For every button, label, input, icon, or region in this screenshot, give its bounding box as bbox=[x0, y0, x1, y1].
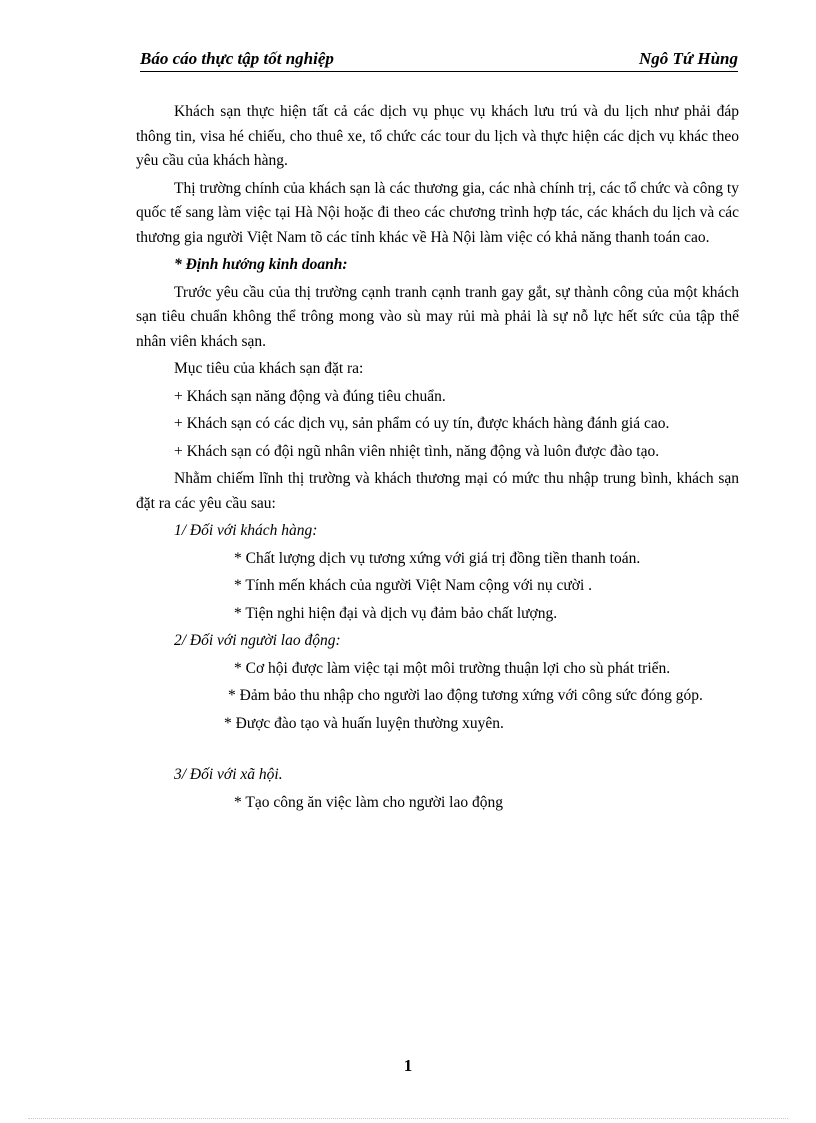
section-title-employees: 2/ Đối với người lao động: bbox=[174, 632, 341, 649]
paragraph-services: Khách sạn thực hiện tất cả các dịch vụ phục vụ khách lưu trú và du lịch như phải đáp thông tin, visa hé chiếu, cho thuê xe, tổ chức các tour du lịch và thực hiện các dịch vụ khác theo yêu cầu của khách hàng. bbox=[136, 103, 739, 169]
document-body bbox=[136, 100, 739, 818]
list-item: * Chất lượng dịch vụ tương xứng với giá trị đồng tiền thanh toán. bbox=[234, 549, 641, 567]
section-title-society: 3/ Đối với xã hội. bbox=[174, 766, 283, 783]
goals-intro: Mục tiêu của khách sạn đặt ra: bbox=[174, 360, 364, 377]
list-item: * Đảm bảo thu nhập cho người lao động tương xứng với công sức đóng góp. bbox=[228, 687, 703, 704]
goal-item: + Khách sạn năng động và đúng tiêu chuẩn. bbox=[174, 387, 446, 405]
paragraph-requirements: Nhằm chiếm lĩnh thị trường và khách thương mại có mức thu nhập trung bình, khách sạn đặt ra các yêu cầu sau: bbox=[136, 470, 739, 512]
section-title-customers: 1/ Đối với khách hàng: bbox=[174, 522, 318, 539]
paragraph-competition: Trước yêu cầu của thị trường cạnh tranh cạnh tranh gay gắt, sự thành công của một khách sạn tiêu chuẩn không thể trông mong vào sù may rủi mà phải là sự nỗ lực hết sức của tập thể nhân viên khách sạn. bbox=[136, 283, 739, 350]
heading-business-orientation: * Định hướng kinh doanh: bbox=[174, 256, 348, 273]
goal-item: + Khách sạn có đội ngũ nhân viên nhiệt tình, năng động và luôn được đào tạo. bbox=[174, 442, 660, 460]
page-bottom-divider bbox=[28, 1118, 788, 1119]
list-item: * Cơ hội được làm việc tại một môi trường thuận lợi cho sù phát triển. bbox=[234, 659, 671, 677]
list-item: * Tiện nghi hiện đại và dịch vụ đảm bảo chất lượng. bbox=[234, 604, 558, 622]
header-author: Ngô Tứ Hùng bbox=[639, 49, 738, 68]
page-header bbox=[140, 49, 738, 72]
goal-item: + Khách sạn có các dịch vụ, sản phẩm có uy tín, được khách hàng đánh giá cao. bbox=[174, 415, 670, 432]
list-item: * Được đào tạo và huấn luyện thường xuyên. bbox=[224, 714, 504, 732]
list-item: * Tạo công ăn việc làm cho người lao động bbox=[234, 793, 503, 811]
paragraph-market: Thị trường chính của khách sạn là các thương gia, các nhà chính trị, các tổ chức và công ty quốc tế sang làm việc tại Hà Nội hoặc đi theo các chương trình hợp tác, các khách du lịch và các thương gia người Việt Nam tõ các tỉnh khác về Hà Nội làm việc có khả năng thanh toán cao. bbox=[136, 179, 739, 246]
list-item: * Tính mến khách của người Việt Nam cộng với nụ cười . bbox=[234, 577, 592, 594]
header-title: Báo cáo thực tập tốt nghiệp bbox=[140, 49, 334, 68]
page-number: 1 bbox=[403, 1056, 413, 1075]
blank-line bbox=[136, 739, 739, 763]
